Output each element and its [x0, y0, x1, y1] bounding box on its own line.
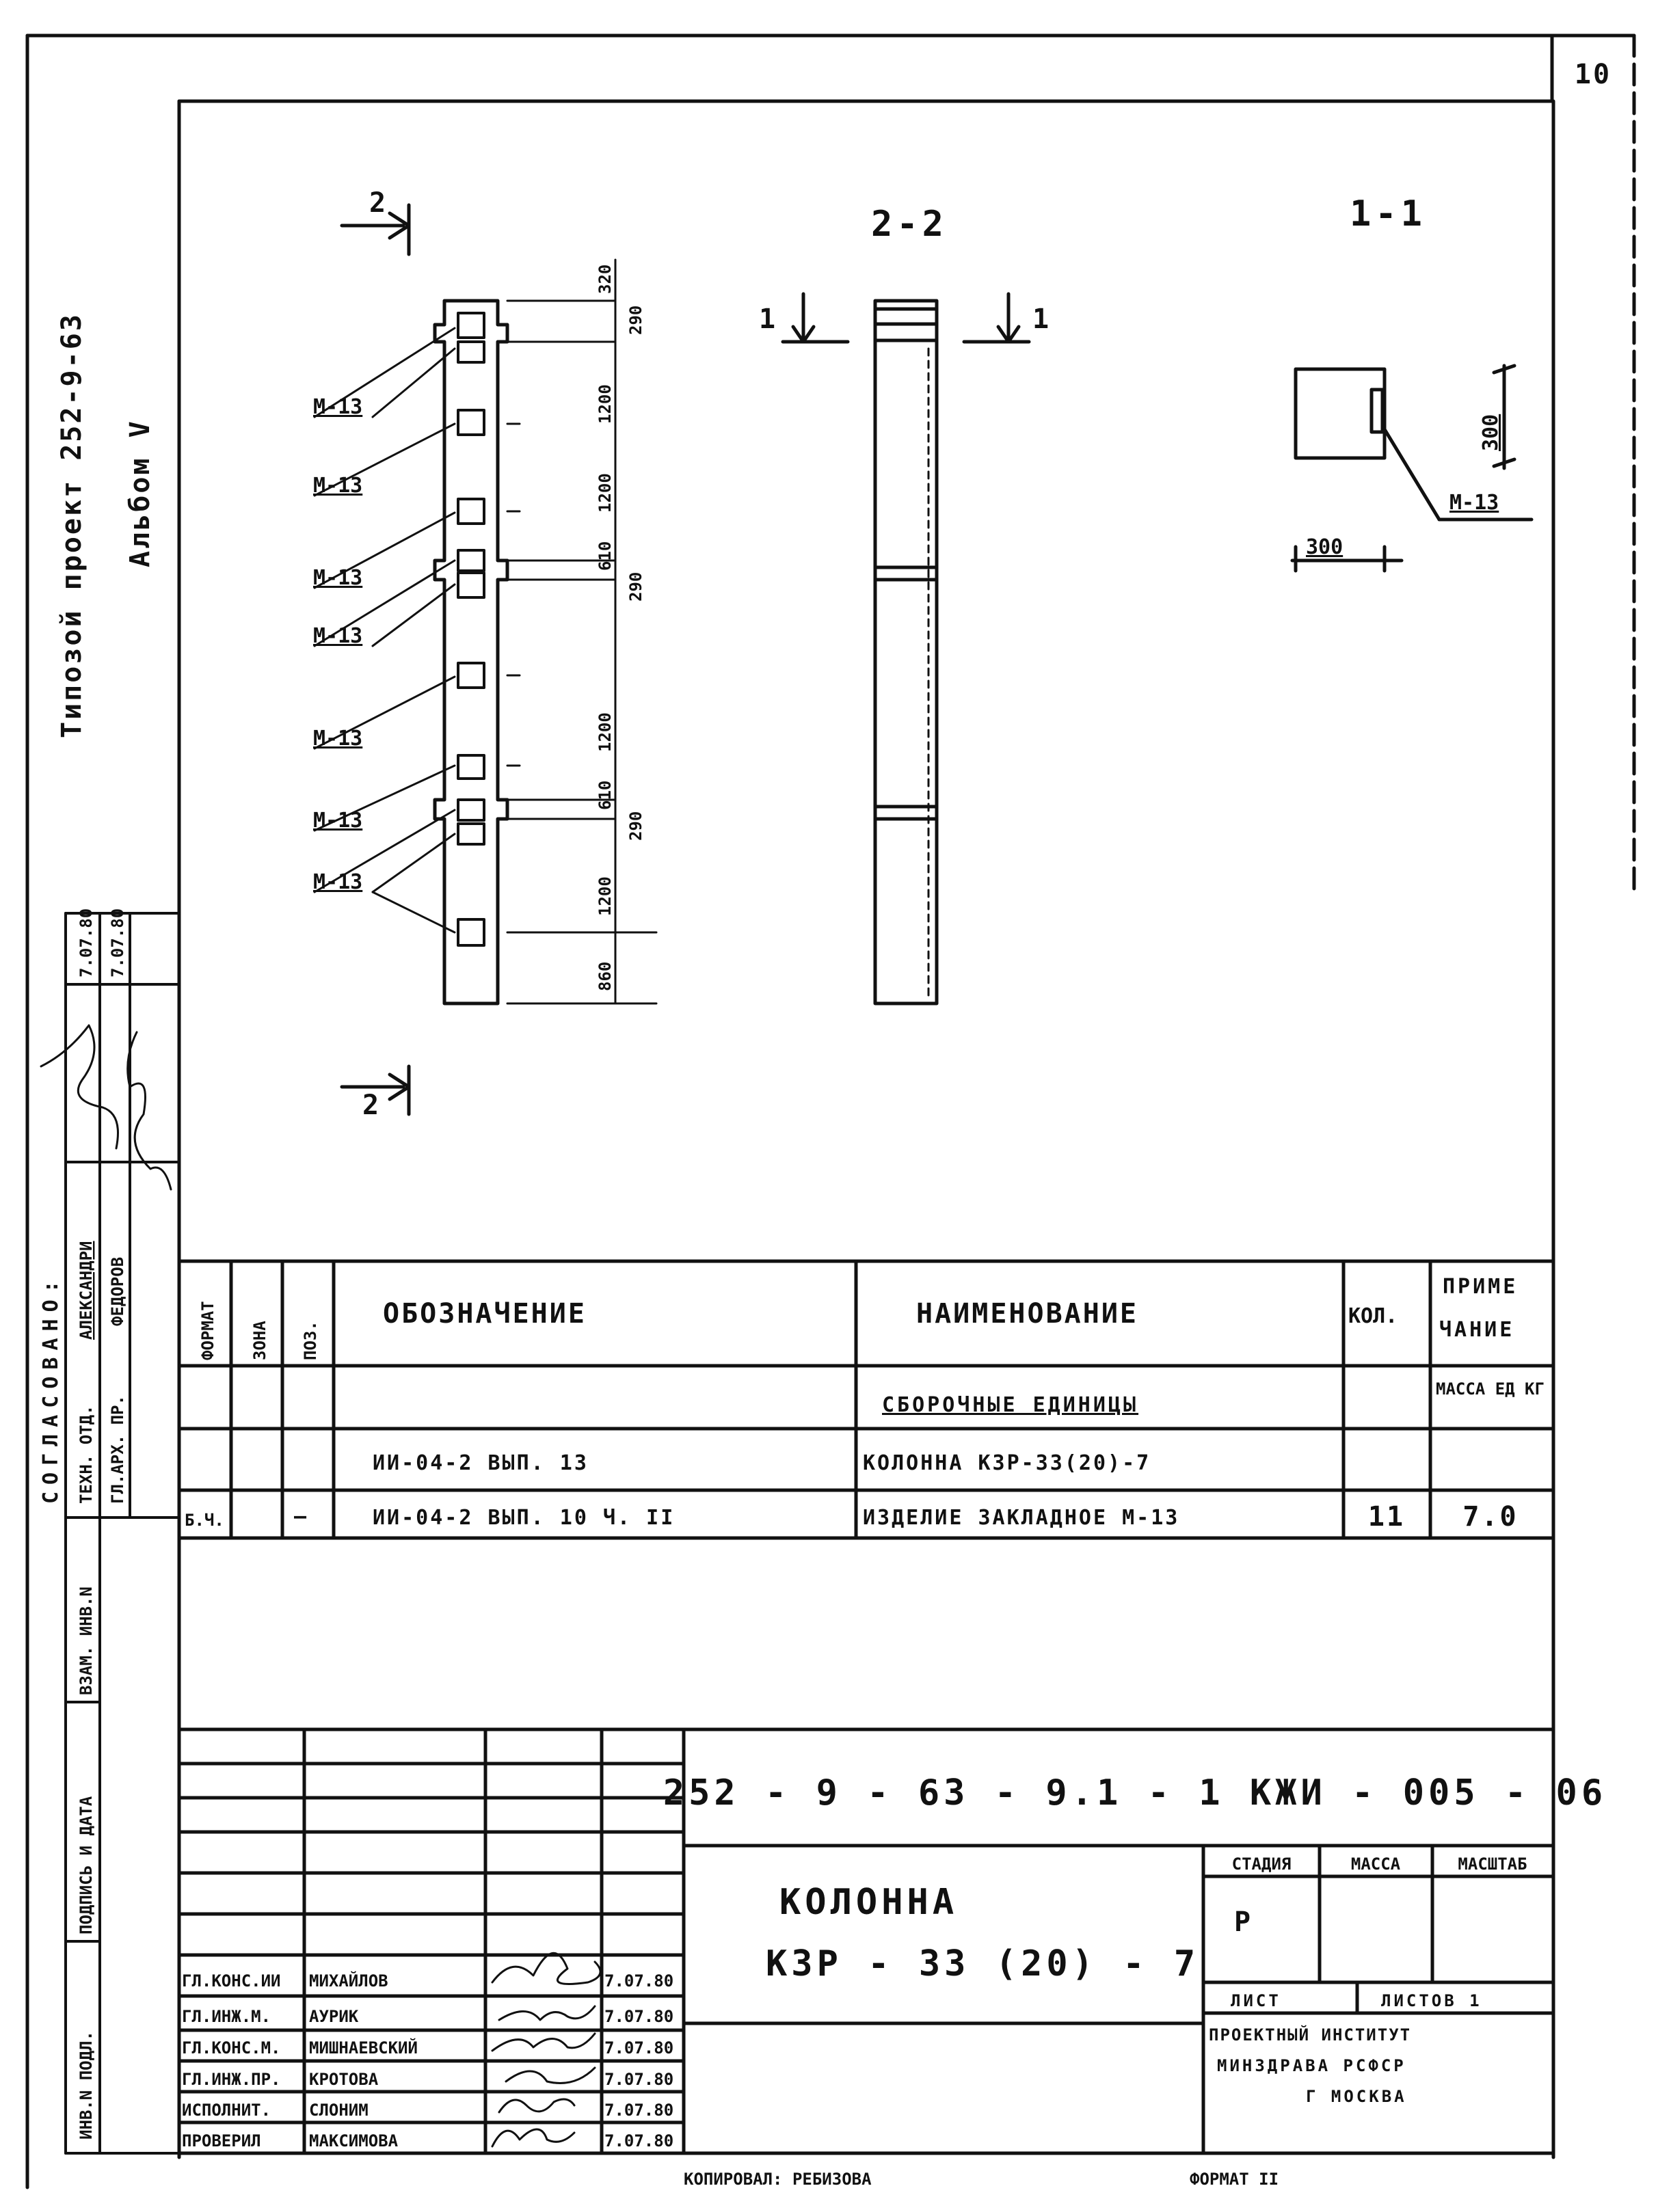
mass-label: МАССА — [1350, 1854, 1401, 1874]
section-dim-horizontal: 300 — [1306, 535, 1344, 559]
signature-6 — [492, 2129, 574, 2146]
row-2-designation: ИИ-04-2 ВЫП. 10 Ч. II — [373, 1506, 676, 1530]
stage-label: СТАДИЯ — [1231, 1854, 1292, 1874]
view-1-1-title: 1-1 — [1350, 193, 1426, 234]
label-m13-4: М-13 — [313, 624, 363, 648]
section-label-m13: М-13 — [1449, 491, 1499, 515]
approval-date-2: 7.07.80 — [108, 908, 127, 977]
column-outline — [435, 301, 507, 1003]
side-title-project: Типозой проект 252-9-63 — [56, 312, 88, 738]
left-strip — [66, 1518, 179, 2153]
strip-inv-podl: ИНВ.N ПОДЛ. — [77, 2031, 96, 2140]
signer-date-5: 7.07.80 — [604, 2101, 674, 2120]
label-m13-7: М-13 — [313, 870, 363, 894]
row-2-note: 7.0 — [1462, 1501, 1519, 1533]
title-block — [179, 1729, 1607, 2153]
approval-name-1: АЛЕКСАНДРИ — [77, 1241, 96, 1340]
dim-290-a: 290 — [626, 305, 645, 335]
dim-1200-c: 1200 — [596, 712, 615, 752]
signer-role-5: ИСПОЛНИТ. — [182, 2101, 271, 2120]
label-m13-2: М-13 — [313, 474, 363, 498]
section-mark-1-right: 1 — [1032, 304, 1052, 335]
signer-date-6: 7.07.80 — [604, 2131, 674, 2150]
org-line-2: МИНЗДРАВА РСФСР — [1217, 2056, 1406, 2075]
dim-320: 320 — [596, 264, 615, 294]
label-m13-1: М-13 — [313, 395, 363, 419]
strip-signature-date: ПОДПИСЬ И ДАТА — [77, 1796, 96, 1934]
row-0-note: МАССА ЕД КГ — [1436, 1379, 1545, 1399]
signer-name-5: СЛОНИМ — [309, 2101, 369, 2120]
signer-date-2: 7.07.80 — [604, 2007, 674, 2026]
row-2-pos: — — [294, 1505, 307, 1528]
approval-role-1: ТЕХН. ОТД. — [77, 1405, 96, 1504]
row-2-format: Б.Ч. — [185, 1511, 224, 1530]
signer-role-1: ГЛ.КОНС.ИИ — [182, 1971, 281, 1991]
approval-signature-1 — [41, 1025, 118, 1148]
dim-290-b: 290 — [626, 571, 645, 602]
section-1-1 — [1292, 193, 1532, 571]
section-dim-vertical: 300 — [1479, 414, 1503, 451]
dim-290-c: 290 — [626, 811, 645, 841]
col-note-2: ЧАНИЕ — [1439, 1318, 1515, 1342]
drawing-code: 252 - 9 - 63 - 9.1 - 1 КЖИ - 005 - 06 — [663, 1772, 1607, 1813]
signer-date-3: 7.07.80 — [604, 2038, 674, 2058]
spec-table — [179, 1261, 1553, 1729]
signer-role-3: ГЛ.КОНС.М. — [182, 2038, 281, 2058]
drawing-title-2: К3Р - 33 (20) - 7 — [766, 1943, 1200, 1984]
label-m13-6: М-13 — [313, 809, 363, 833]
signature-5 — [499, 2099, 574, 2112]
drawing-title-1: КОЛОННА — [779, 1882, 959, 1923]
footer-format: ФОРМАТ II — [1190, 2170, 1279, 2189]
signature-3 — [492, 2034, 595, 2051]
footer-copied: КОПИРОВАЛ: РЕБИЗОВА — [684, 2170, 872, 2189]
column-elevation — [313, 187, 656, 1121]
dim-1200-a: 1200 — [596, 384, 615, 424]
signer-name-6: МАКСИМОВА — [309, 2131, 399, 2150]
col-format: ФОРМАТ — [198, 1301, 217, 1360]
row-1-name: КОЛОННА К3Р-33(20)-7 — [863, 1451, 1151, 1475]
signature-2 — [499, 2006, 595, 2020]
signer-role-6: ПРОВЕРИЛ — [182, 2131, 261, 2150]
org-line-1: ПРОЕКТНЫЙ ИНСТИТУТ — [1209, 2025, 1412, 2045]
stage-value: Р — [1234, 1906, 1253, 1938]
col-name: НАИМЕНОВАНИЕ — [916, 1298, 1138, 1330]
dim-610-a: 610 — [596, 541, 615, 571]
label-m13-5: М-13 — [313, 727, 363, 751]
row-1-designation: ИИ-04-2 ВЫП. 13 — [373, 1451, 589, 1475]
approval-block — [39, 908, 179, 1518]
signer-name-1: МИХАЙЛОВ — [309, 1971, 388, 1991]
org-line-3: Г МОСКВА — [1306, 2087, 1407, 2106]
sheet-label: ЛИСТ — [1231, 1991, 1281, 2010]
section-2-2 — [759, 204, 1051, 1003]
section-mark-2-top: 2 — [369, 187, 388, 219]
signer-name-2: АУРИК — [309, 2007, 359, 2026]
signer-role-4: ГЛ.ИНЖ.ПР. — [182, 2070, 281, 2089]
row-2-qty: 11 — [1367, 1501, 1406, 1533]
strip-vzam-inv: ВЗАМ. ИНВ.N — [77, 1587, 96, 1695]
sheet-number: 10 — [1574, 59, 1612, 90]
dim-610-b: 610 — [596, 780, 615, 810]
col-zone: ЗОНА — [250, 1321, 269, 1360]
col-designation: ОБОЗНАЧЕНИЕ — [383, 1298, 587, 1330]
col-note-1: ПРИМЕ — [1443, 1275, 1519, 1299]
side-title-album: Альбом V — [124, 419, 156, 567]
signer-role-2: ГЛ.ИНЖ.М. — [182, 2007, 271, 2026]
view-2-2-title: 2-2 — [871, 204, 948, 245]
signer-date-1: 7.07.80 — [604, 1971, 674, 1991]
sheets-label: ЛИСТОВ 1 — [1381, 1991, 1482, 2010]
signer-name-4: КРОТОВА — [309, 2070, 379, 2089]
signature-1 — [492, 1953, 600, 1984]
row-0-name: СБОРОЧНЫЕ ЕДИНИЦЫ — [882, 1393, 1139, 1417]
dim-1200-b: 1200 — [596, 473, 615, 513]
section-mark-1-left: 1 — [759, 304, 778, 335]
dim-1200-d: 1200 — [596, 876, 615, 916]
signer-name-3: МИШНАЕВСКИЙ — [309, 2038, 418, 2058]
label-m13-3: М-13 — [313, 566, 363, 590]
approval-role-2: ГЛ.АРХ. ПР. — [108, 1395, 127, 1504]
dim-860: 860 — [596, 961, 615, 991]
section-mark-2-bottom: 2 — [362, 1090, 382, 1121]
side-title — [56, 312, 156, 738]
scale-label: МАСШТАБ — [1458, 1854, 1527, 1874]
signature-4 — [506, 2068, 595, 2083]
approval-name-2: ФЕДОРОВ — [108, 1256, 127, 1326]
approval-date-1: 7.07.80 — [77, 908, 96, 977]
row-2-name: ИЗДЕЛИЕ ЗАКЛАДНОЕ М-13 — [863, 1506, 1180, 1530]
approval-signature-2 — [128, 1032, 171, 1189]
col-pos: ПОЗ. — [301, 1321, 320, 1360]
approval-header: СОГЛАСОВАНО: — [39, 1273, 63, 1504]
col-qty: КОЛ. — [1348, 1304, 1398, 1328]
signer-date-4: 7.07.80 — [604, 2070, 674, 2089]
